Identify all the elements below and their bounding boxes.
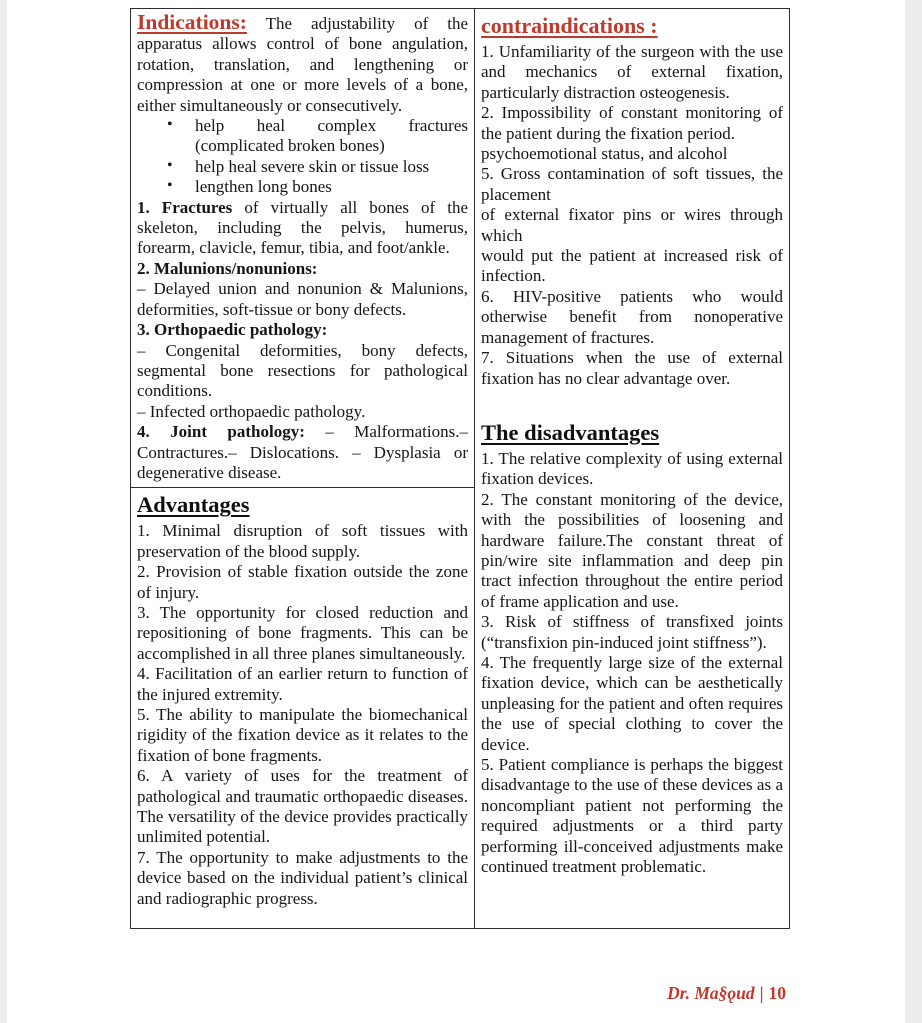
advantages-item: 4. Facilitation of an earlier return to function of the injured extremity. [137,664,468,704]
disadvantages-item: 1. The relative complexity of using external fixation devices. [481,448,783,489]
bullet-icon: • [167,116,173,134]
advantages-item: 3. The opportunity for closed reduction and repositioning of bone fragments. This can be accomplished in all three planes simultaneously. [137,602,468,663]
list-item [163,116,468,157]
indications-item [137,320,468,340]
indications-heading: Indications: [137,10,247,34]
item-lead: 2. Malunions/nonunions: [137,258,318,278]
item-lead: 4. Joint pathology: [137,422,305,442]
contraindications-heading: contraindications : [481,13,658,38]
advantages-item: 6. A variety of uses for the treatment of pathological and traumatic orthopaedic diseases. The versatility of the device provides practically unlimited potential. [137,766,468,847]
indications-item [137,259,468,279]
indications-item [137,422,468,483]
advantages-item: 7. The opportunity to make adjustments to the device based on the individual patient’s clinical and radiographic progress. [137,847,468,908]
cell-contraindications [475,9,789,928]
page-edge-left [0,0,7,1023]
disadvantages-heading: The disadvantages [481,419,660,445]
list-item [163,157,468,177]
disadvantages-item: 3. Risk of stiffness of transfixed joints (“transfixion pin-induced joint stiffness”). [481,612,783,652]
footer-author: Dr. Ma§ǫud [667,983,755,1003]
contraindications-item: of external fixator pins or wires through which [481,205,783,245]
item-lead: 1. Fractures [137,197,233,217]
disadvantages-item: 2. The constant monitoring of the device, with the possibilities of loosening and hardware failure.The constant threat of pin/wire site inflammation and deep pin tract infection throughout the entire period of frame application and use. [481,489,783,611]
disadvantages-item: 5. Patient compliance is perhaps the biggest disadvantage to the use of these devices as a noncompliant patient not performing the required adjustments or a third party performing ill-conceived adjustments make continued treatment problematic. [481,755,783,877]
page-edge-right [905,0,922,1023]
contraindications-item: 7. Situations when the use of external fixation has no clear advantage over. [481,348,783,388]
indications-item [137,402,468,422]
indications-item [137,341,468,402]
contraindications-item: 1. Unfamiliarity of the surgeon with the use and mechanics of external fixation, particularly distraction osteogenesis. [481,42,783,102]
contraindications-item: 6. HIV-positive patients who would otherwise benefit from nonoperative management of fractures. [481,286,783,347]
bullet-icon: • [167,177,173,195]
indications-item [137,198,468,259]
contraindications-item: would put the patient at increased risk of infection. [481,246,783,286]
advantages-item: 5. The ability to manipulate the biomechanical rigidity of the fixation device as it relates to the fixation of bone fragments. [137,705,468,765]
bullet-text: lengthen long bones [195,177,332,197]
bullet-text: help heal severe skin or tissue loss [195,156,430,176]
footer-separator: | [759,983,764,1003]
contraindications-item: 5. Gross contamination of soft tissues, the placement [481,164,783,204]
item-text: – Malformations.– Contractures.– Dislocations. – Dysplasia or degenerative disease. [137,422,468,482]
contraindications-item: psychoemotional status, and alcohol [481,144,728,164]
item-text: of virtually all bones of the skeleton, including the pelvis, humerus, forearm, clavicle, femur, tibia, and foot/ankle. [137,197,469,258]
bullet-text: help heal complex fractures (complicated broken bones) [195,116,468,156]
bullet-icon: • [167,156,173,174]
page-footer [130,983,786,1004]
table-column-left [131,9,475,928]
contraindications-item: 2. Impossibility of constant monitoring of the patient during the fixation period. [481,103,783,143]
item-lead: 3. Orthopaedic pathology: [137,320,328,340]
footer-page-number: 10 [768,983,786,1003]
disadvantages-item: 4. The frequently large size of the external fixation device, which can be aesthetically unpleasing for the patient and often requires the use of special clothing to cover the device. [481,652,783,754]
cell-advantages [131,488,474,928]
advantages-item: 1. Minimal disruption of soft tissues with preservation of the blood supply. [137,521,468,561]
table-column-right [475,9,789,928]
advantages-heading: Advantages [137,492,250,518]
item-text: – Infected orthopaedic pathology. [137,401,366,421]
list-item [163,177,468,197]
advantages-item: 2. Provision of stable fixation outside the zone of injury. [137,562,468,602]
comparison-table [130,8,790,929]
indications-item [137,279,468,320]
item-text: – Congenital deformities, bony defects, segmental bone resections for pathological conditions. [137,340,468,401]
indications-intro-text: The adjustability of the apparatus allows control of bone angulation, rotation, translation, and lengthening or compression at one or more levels of a bone, either simultaneously or consecutively. [137,14,468,115]
indications-intro [137,12,468,116]
item-text: – Delayed union and nonunion & Malunions, deformities, soft-tissue or bony defects. [137,279,468,319]
cell-indications [131,9,474,488]
